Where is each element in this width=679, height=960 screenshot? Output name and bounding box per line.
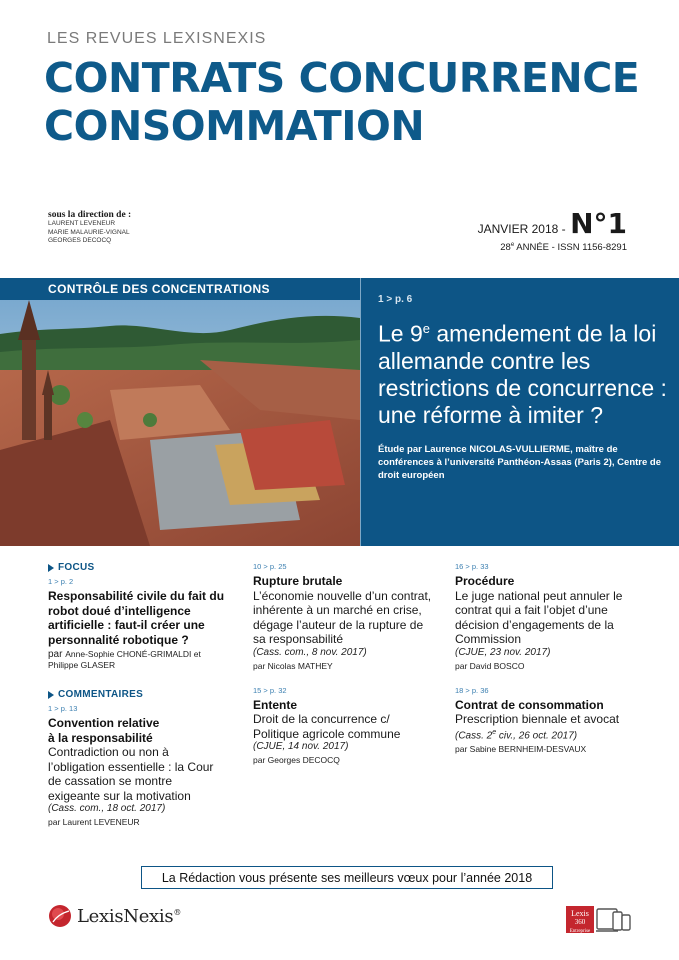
article-summary: Prescription biennale et avocat xyxy=(455,712,620,726)
article-block xyxy=(253,562,433,672)
article-author: par Laurent LEVENEUR xyxy=(48,817,140,827)
devices-icon xyxy=(596,906,632,934)
article-author: par David BOSCO xyxy=(455,660,525,671)
article-block xyxy=(253,686,433,767)
journal-title-line1: CONTRATS CONCURRENCE xyxy=(44,54,640,102)
lexis360-badge: Lexis 360 Entreprise xyxy=(566,906,594,933)
article-block xyxy=(455,686,635,755)
article-headline[interactable]: Rupture brutale xyxy=(253,574,343,588)
city-photo xyxy=(0,300,360,546)
series-name: LES REVUES LEXISNEXIS xyxy=(47,30,267,47)
logo-text: LexisNexis® xyxy=(77,905,182,927)
article-citation: (CJUE, 14 nov. 2017) xyxy=(253,741,349,752)
commentaires-section: COMMENTAIRES xyxy=(48,689,226,700)
article-summary: Le juge national peut annuler le contrat qui a fait l’objet d’une décision d’engagements de la Commission xyxy=(455,588,623,646)
issue-date: JANVIER 2018 - xyxy=(477,222,566,236)
article-author: par Georges DECOCQ xyxy=(253,755,340,765)
article-ref: 10 > p. 25 xyxy=(253,562,287,571)
journal-title xyxy=(44,54,644,150)
article-author: par Sabine BERNHEIM-DESVAUX xyxy=(455,743,587,754)
editorial-direction xyxy=(48,210,131,246)
new-year-wishes: La Rédaction vous présente ses meilleurs vœux pour l’année 2018 xyxy=(141,866,553,889)
middle-column xyxy=(253,562,433,766)
article-ref: 1 > p. 13 xyxy=(48,704,78,713)
article-summary: Droit de la concurrence c/ Politique agricole commune xyxy=(253,712,401,741)
hero-section-tag: CONTRÔLE DES CONCENTRATIONS xyxy=(48,282,270,296)
director-name: LAURENT LEVENEUR xyxy=(48,220,116,227)
director-name: MARIE MALAURIE-VIGNAL xyxy=(48,228,130,236)
article-block xyxy=(455,562,635,672)
issue-year-issn: 28e ANNÉE - ISSN 1156-8291 xyxy=(500,242,627,254)
issue-number: N°1 xyxy=(570,207,627,240)
article-author: par Nicolas MATHEY xyxy=(253,660,333,671)
hero-article[interactable] xyxy=(378,294,668,482)
lexisnexis-emblem-icon xyxy=(48,904,72,928)
article-headline[interactable]: Entente xyxy=(253,697,298,712)
article-author: par Anne-Sophie CHONÉ-GRIMALDI et Philippe GLASER xyxy=(48,649,201,670)
director-name: GEORGES DECOCQ xyxy=(48,237,112,244)
article-citation: (Cass. 2e civ., 26 oct. 2017) xyxy=(455,728,578,741)
article-headline[interactable]: Responsabilité civile du fait du robot doué d’intelligence artificielle : faut-il créer une personnalité robotique ? xyxy=(48,589,225,647)
right-column xyxy=(455,562,635,755)
article-ref: 16 > p. 33 xyxy=(455,562,489,571)
issue-info xyxy=(478,207,627,253)
article-ref: 1 > p. 2 xyxy=(48,577,74,586)
lexisnexis-logo[interactable] xyxy=(48,904,181,928)
hero-title: Le 9e amendement de la loi allemande contre les restrictions de concurrence : une réforme à imiter ? xyxy=(378,320,667,428)
article-citation: (Cass. com., 18 oct. 2017) xyxy=(48,803,166,814)
hero-band xyxy=(0,278,679,546)
hero-divider xyxy=(360,278,361,546)
journal-title-line2: CONSOMMATION xyxy=(44,102,425,150)
focus-section: FOCUS xyxy=(48,562,226,573)
article-citation: (CJUE, 23 nov. 2017) xyxy=(455,646,551,658)
hero-ref: 1 > p. 6 xyxy=(378,294,413,305)
triangle-icon xyxy=(48,564,54,572)
hero-author: Étude par Laurence NICOLAS-VULLIERME, maître de conférences à l’université Panthéon-Assas (Paris 2), Centre de droit européen xyxy=(378,443,661,481)
article-headline[interactable]: Procédure xyxy=(455,574,515,588)
article-headline[interactable]: Contrat de consommation xyxy=(455,697,604,712)
article-summary: L’économie nouvelle d’un contrat, inhérente à un marché en crise, dégage l’auteur de la rupture de sa responsabilité xyxy=(253,588,432,646)
article-headline[interactable]: Convention relative à la responsabilité xyxy=(48,716,160,745)
triangle-icon xyxy=(48,691,54,699)
focus-column xyxy=(48,562,226,828)
article-summary: Contradiction ou non à l’obligation essentielle : la Cour de cassation se montre exigeante sur la motivation xyxy=(48,745,214,803)
direction-label: sous la direction de : xyxy=(48,210,132,220)
article-ref: 18 > p. 36 xyxy=(455,685,489,695)
article-citation: (Cass. com., 8 nov. 2017) xyxy=(253,646,367,658)
article-ref: 15 > p. 32 xyxy=(253,685,287,695)
